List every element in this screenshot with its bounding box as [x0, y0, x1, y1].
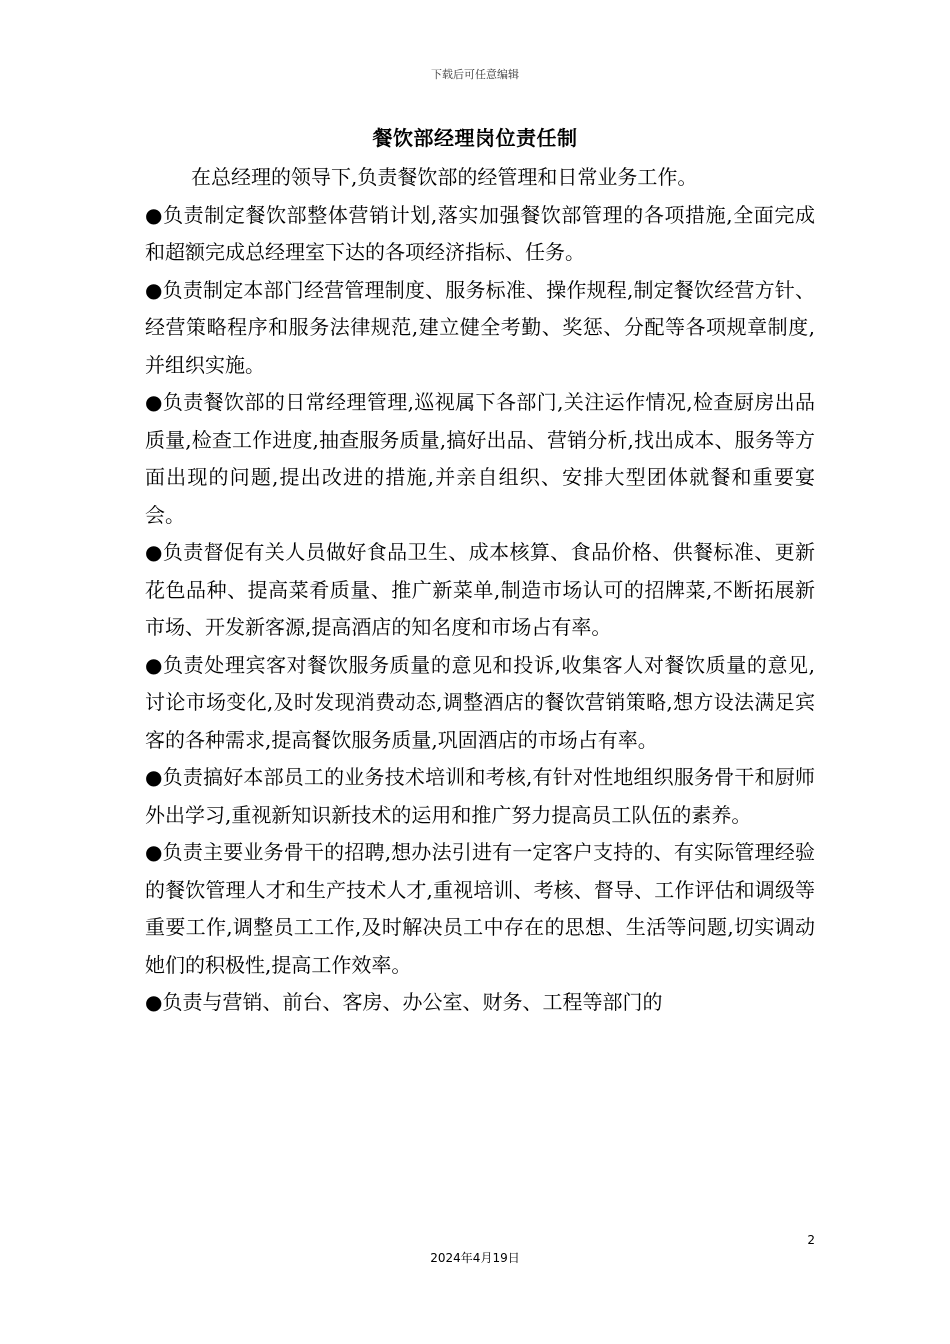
list-item	[145, 534, 815, 647]
list-item	[145, 647, 815, 760]
footer-date: 2024年4月19日	[430, 1251, 520, 1265]
bullet-icon: ●	[145, 540, 163, 564]
list-item-text: 负责搞好本部员工的业务技术培训和考核,有针对性地组织服务骨干和厨师外出学习,重视新知识新技术的运用和推广努力提高员工队伍的素养。	[145, 765, 815, 827]
bullet-icon: ●	[145, 390, 163, 414]
header-note: 下载后可任意编辑	[431, 68, 519, 81]
bullet-icon: ●	[145, 840, 163, 864]
list-item-text: 负责制定本部门经营管理制度、服务标准、操作规程,制定餐饮经营方针、经营策略程序和服务法律规范,建立健全考勤、奖惩、分配等各项规章制度,并组织实施。	[145, 277, 815, 377]
bullet-icon: ●	[145, 765, 163, 789]
intro-paragraph: 在总经理的领导下,负责餐饮部的经管理和日常业务工作。	[191, 165, 698, 189]
list-item-text: 负责制定餐饮部整体营销计划,落实加强餐饮部管理的各项措施,全面完成和超额完成总经理室下达的各项经济指标、任务。	[145, 202, 816, 264]
bullet-icon: ●	[145, 202, 164, 227]
bullet-icon: ●	[145, 990, 163, 1014]
list-item-text: 负责主要业务骨干的招聘,想办法引进有一定客户支持的、有实际管理经验的餐饮管理人才和生产技术人才,重视培训、考核、督导、工作评估和调级等重要工作,调整员工工作,及时解决员工中存在的思想、生活等问题,切实调动她们的积极性,提高工作效率。	[145, 840, 815, 977]
list-item-text: 负责与营销、前台、客房、办公室、财务、工程等部门的	[162, 990, 663, 1014]
list-item-text: 负责餐饮部的日常经理管理,巡视属下各部门,关注运作情况,检查厨房出品质量,检查工作进度,抽查服务质量,搞好出品、营销分析,找出成本、服务等方面出现的问题,提出改进的措施,并亲自组织、安排大型团体就餐和重要宴会。	[145, 390, 816, 527]
list-item	[145, 197, 815, 272]
list-item	[145, 272, 815, 385]
list-item	[145, 384, 815, 534]
document-title: 餐饮部经理岗位责任制	[372, 126, 578, 150]
list-item	[145, 984, 815, 1022]
bullet-icon: ●	[145, 652, 164, 677]
document-body	[145, 159, 815, 1022]
list-item	[145, 834, 815, 984]
bullet-icon: ●	[145, 277, 163, 302]
list-item	[145, 759, 815, 834]
list-item-text: 负责督促有关人员做好食品卫生、成本核算、食品价格、供餐标准、更新花色品种、提高菜肴质量、推广新菜单,制造市场认可的招牌菜,不断拓展新市场、开发新客源,提高酒店的知名度和市场占有率。	[145, 540, 815, 639]
list-item-text: 负责处理宾客对餐饮服务质量的意见和投诉,收集客人对餐饮质量的意见,讨论市场变化,及时发现消费动态,调整酒店的餐饮营销策略,想方设法满足宾客的各种需求,提高餐饮服务质量,巩固酒店的市场占有率。	[145, 652, 816, 752]
page-number: 2	[807, 1233, 815, 1247]
